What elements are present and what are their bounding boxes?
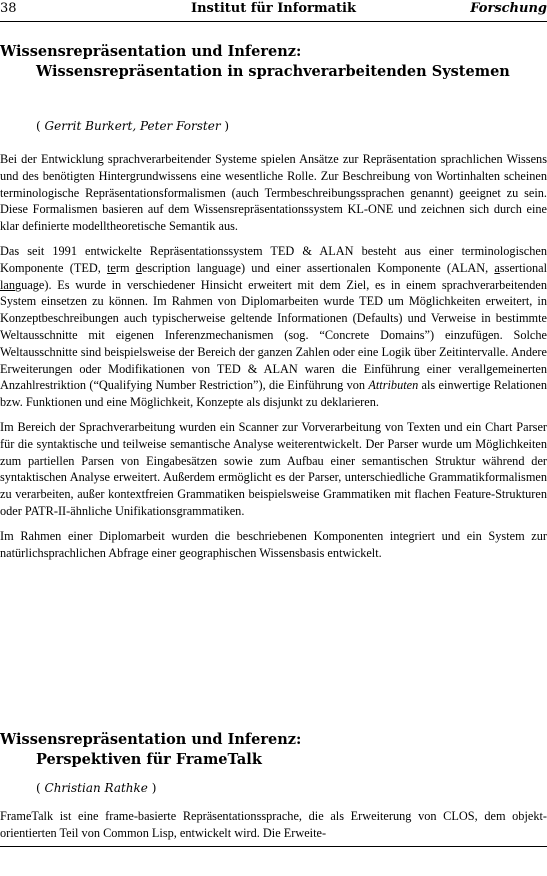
- authors-close-paren: ): [224, 119, 230, 133]
- section1-body: [0, 151, 547, 569]
- section2-heading: [0, 730, 547, 770]
- paragraph: [0, 243, 547, 411]
- section2-title-line2: Perspektiven für FrameTalk: [36, 751, 262, 768]
- running-header: [0, 0, 547, 22]
- section2-title-line1: Wissensrepräsentation und Inferenz:: [0, 731, 302, 748]
- underlined-text: lan: [0, 277, 16, 292]
- text-run: Das seit 1991 entwickelte Repräsentationssystem TED & ALAN besteht aus einer terminologischen Komponente (TED,: [0, 243, 547, 275]
- authors-open-paren: (: [36, 119, 41, 133]
- section2-body: [0, 808, 547, 850]
- section1-authors: [36, 118, 229, 134]
- header-rule: [0, 21, 547, 22]
- author-names: Christian Rathke: [44, 781, 148, 795]
- page-number: 38: [0, 1, 17, 16]
- section1-heading: [0, 42, 547, 82]
- paragraph: Im Rahmen einer Diplomarbeit wurden die beschriebenen Komponenten integriert und ein System zur natürlichsprachlichen Abfrage einer geographischen Wissensbasis entwickelt.: [0, 528, 547, 560]
- italic-term: Attributen: [368, 378, 419, 393]
- text-run: rm: [115, 260, 136, 275]
- section-label: Forschung: [470, 1, 547, 16]
- underlined-text: te: [107, 260, 116, 275]
- footer-rule: [0, 846, 547, 847]
- institute-name: Institut für Informatik: [191, 1, 356, 16]
- author-names: Gerrit Burkert, Peter Forster: [44, 119, 221, 133]
- authors-open-paren: (: [36, 781, 41, 795]
- section2-authors: [36, 780, 156, 796]
- text-run: escription language) und einer assertionalen Komponente (ALAN,: [141, 260, 495, 275]
- text-run: ssertional: [499, 260, 547, 275]
- section1-title-line1: Wissensrepräsentation und Inferenz:: [0, 43, 302, 60]
- paragraph: Bei der Entwicklung sprachverarbeitender Systeme spielen Ansätze zur Repräsentation sprachlichen Wissens und des benötigten Hintergrundwissens eine wesentliche Rolle. Zur Beschreibung von Wortinhalten scheinen terminologische Repräsentationsformalismen (auch Termbeschreibungssprachen genannt) geeignet zu sein. Diese Formalismen basieren auf dem Wissensrepräsentationssystem KL-ONE und zeichnen sich durch eine klar definierte modelltheoretische Semantik aus.: [0, 152, 547, 234]
- section1-title-line2: Wissensrepräsentation in sprachverarbeitenden Systemen: [36, 63, 510, 80]
- paragraph: FrameTalk ist eine frame-basierte Repräsentationssprache, die als Erweiterung von CLOS, dem objekt-orientierten Teil von Common Lisp, entwickelt wird. Die Erweite-: [0, 809, 547, 840]
- underlined-text: a: [494, 260, 500, 275]
- text-run: guage). Es wurde in verschiedener Hinsicht erweitert mit dem Ziel, es in einem sprachverarbeitenden System einsetzen zu können. Im Rahmen von Diplomarbeiten wurde TED um Möglichkeiten erweitert, in Konzeptbeschreibungen auch typischerweise geltende Informationen (Defaults) und Verweise in bestimmte Weltausschnitte mit eigenen Inferenzmechanismen (sog. “Concrete Domains”) einzufügen. Solche Weltausschnitte sind beispielsweise der Bereich der ganzen Zahlen oder eine Logik über Zeitintervalle. Andere Erweiterungen oder Modifikationen von TED & ALAN waren die Einführung einer verallgemeinerten Anzahlrestriktion (“Qualifying Number Restriction”), die Einführung von: [0, 277, 547, 393]
- authors-close-paren: ): [151, 781, 157, 795]
- underlined-text: d: [135, 260, 142, 275]
- paragraph: Im Bereich der Sprachverarbeitung wurden ein Scanner zur Vorverarbeitung von Texten und ein Chart Parser für die syntaktische und teilweise semantische Analyse weiterentwickelt. Der Parser wurde um Möglichkeiten zum partiellen Parsen von Eingabesätzen sowie zum Aufbau einer semantischen Struktur während der syntaktischen Analyse erweitert. Außerdem ermöglicht es der Parser, unterschiedliche Grammatikformalismen zu verarbeiten, außer kontextfreien Grammatiken beispielsweise Grammatiken mit flachen Feature-Strukturen oder PATR-II-ähnliche Unifikationsgrammatiken.: [0, 419, 547, 518]
- text-run: als einwertige Relationen bzw. Funktionen und eine Möglichkeit, Konzepte als disjunkt zu deklarieren.: [0, 378, 547, 410]
